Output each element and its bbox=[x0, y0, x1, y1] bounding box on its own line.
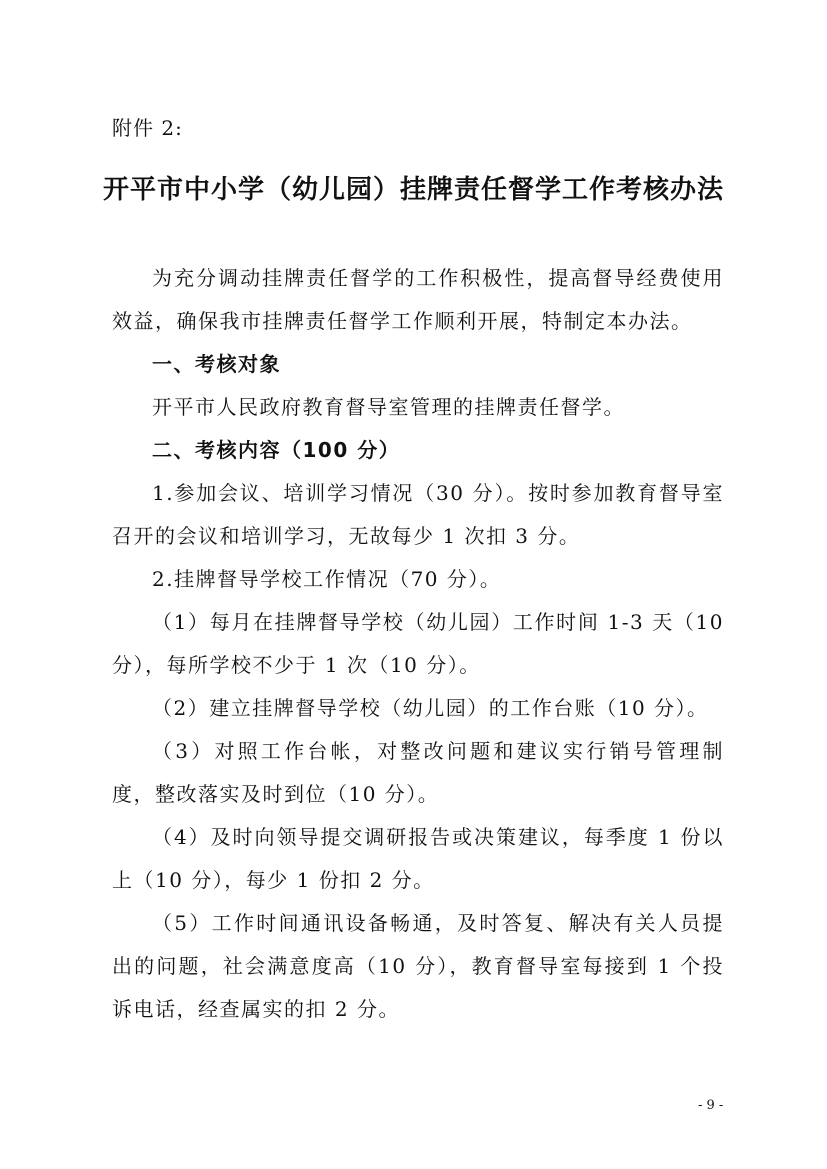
section1-text: 开平市人民政府教育督导室管理的挂牌责任督学。 bbox=[152, 395, 625, 419]
page-number: - 9 - bbox=[698, 1098, 724, 1113]
section1-heading: 一、考核对象 bbox=[152, 352, 281, 376]
sub1-paragraph: （1）每月在挂牌督导学校（幼儿园）工作时间 1-3 天（10 分），每所学校不少于 1 次（10 分）。 bbox=[112, 610, 724, 677]
section2-heading: 二、考核内容（100 分） bbox=[152, 438, 401, 462]
sub2-paragraph: （2）建立挂牌督导学校（幼儿园）的工作台账（10 分）。 bbox=[152, 696, 709, 720]
annex-label: 附件 2: bbox=[112, 116, 183, 140]
sub4-paragraph: （4）及时向领导提交调研报告或决策建议，每季度 1 份以上（10 分），每少 1 份扣 2 分。 bbox=[112, 825, 724, 892]
intro-paragraph: 为充分调动挂牌责任督学的工作积极性，提高督导经费使用效益，确保我市挂牌责任督学工作顺利开展，特制定本办法。 bbox=[112, 266, 724, 333]
item2-paragraph: 2.挂牌督导学校工作情况（70 分）。 bbox=[152, 567, 502, 591]
document-body bbox=[112, 257, 724, 1031]
item1-paragraph: 1.参加会议、培训学习情况（30 分）。按时参加教育督导室召开的会议和培训学习，无故每少 1 次扣 3 分。 bbox=[112, 481, 724, 548]
sub5-paragraph: （5）工作时间通讯设备畅通，及时答复、解决有关人员提出的问题，社会满意度高（10 分），教育督导室每接到 1 个投诉电话，经查属实的扣 2 分。 bbox=[112, 911, 724, 1021]
document-title: 开平市中小学（幼儿园）挂牌责任督学工作考核办法 bbox=[102, 175, 724, 205]
sub3-paragraph: （3）对照工作台帐，对整改问题和建议实行销号管理制度，整改落实及时到位（10 分）。 bbox=[112, 739, 724, 806]
